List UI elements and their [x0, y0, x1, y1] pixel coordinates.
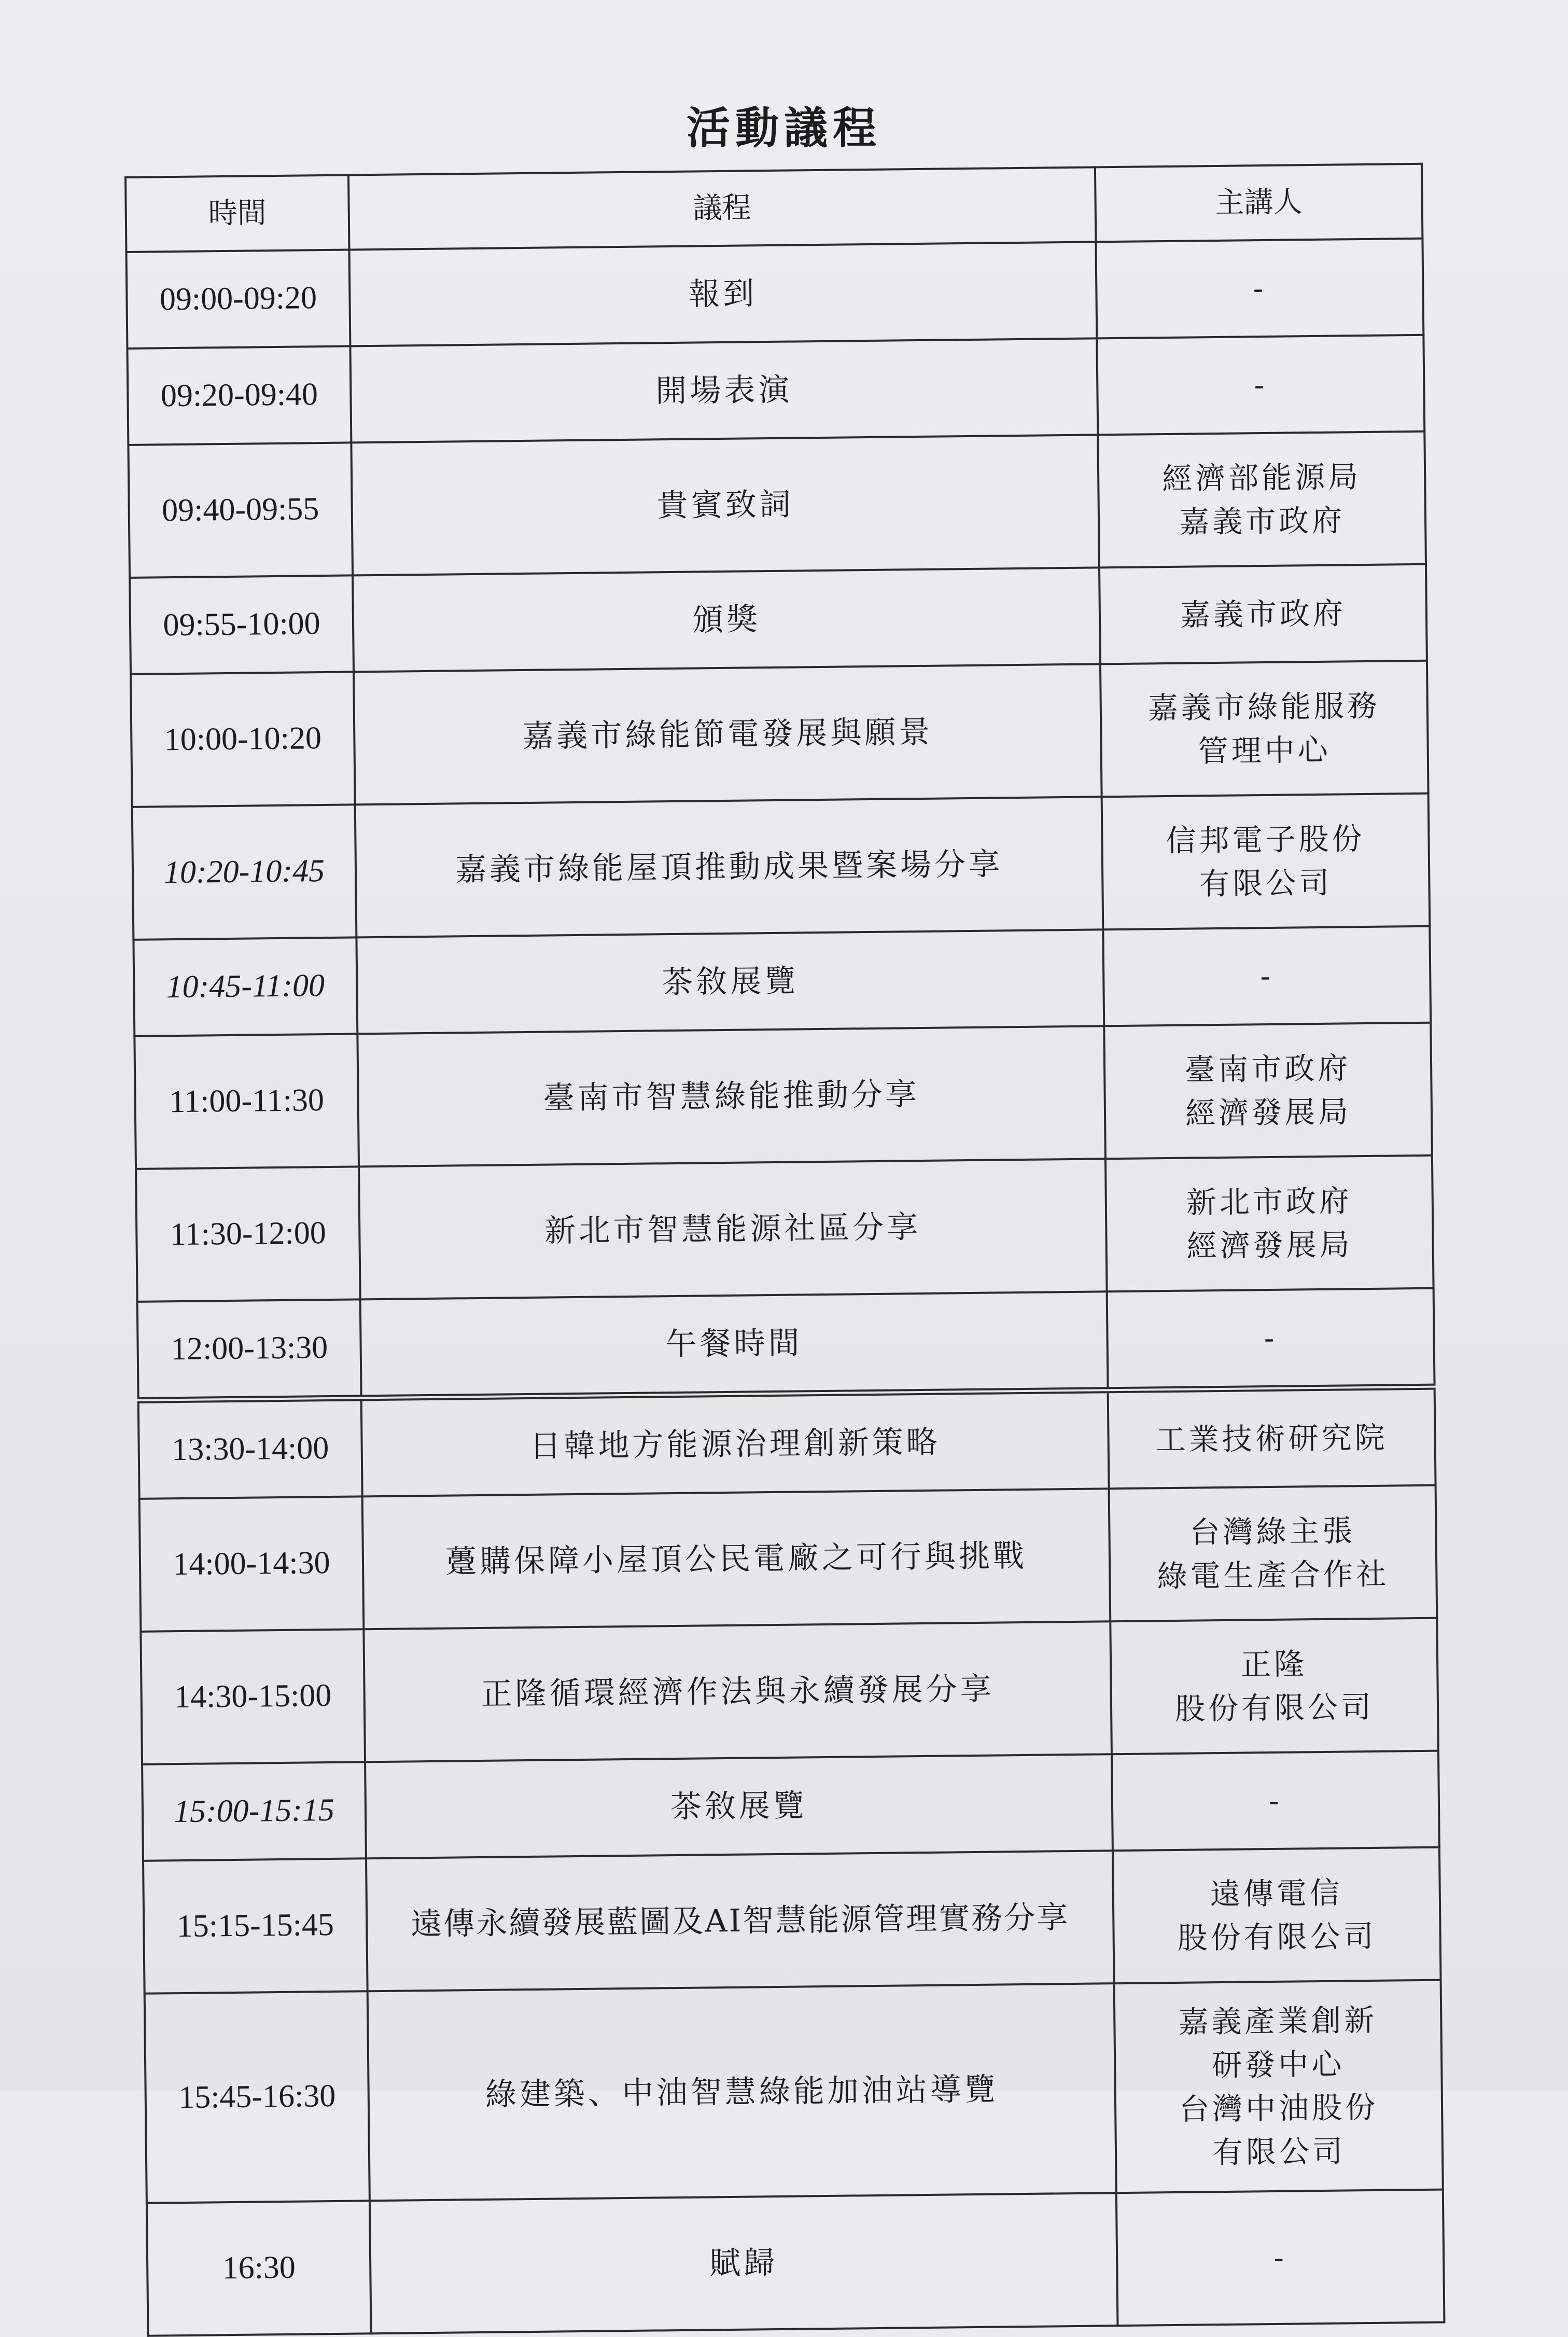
agenda-cell: 嘉義市綠能節電發展與願景	[354, 664, 1102, 804]
speaker-line: -	[1264, 1320, 1278, 1356]
speaker-line: 新北市政府	[1186, 1183, 1353, 1220]
agenda-cell: 正隆循環經濟作法與永續發展分享	[363, 1621, 1112, 1762]
speaker-line: 台灣中油股份	[1179, 2089, 1379, 2127]
speaker-line: 台灣綠主張	[1189, 1513, 1356, 1550]
table-row	[131, 661, 1429, 807]
speaker-cell	[1113, 1847, 1441, 1984]
agenda-cell: 遠傳永續發展藍圖及AI智慧能源管理實務分享	[366, 1851, 1114, 1991]
agenda-cell: 頒獎	[353, 567, 1100, 672]
table-row	[143, 1847, 1441, 1994]
table-row	[137, 1288, 1435, 1400]
speaker-cell	[1110, 1618, 1438, 1755]
agenda-cell: 茶敘展覽	[365, 1754, 1113, 1858]
speaker-cell	[1108, 1387, 1436, 1489]
speaker-cell	[1100, 661, 1429, 797]
speaker-cell	[1116, 2190, 1445, 2326]
agenda-cell: 開場表演	[350, 338, 1098, 442]
time-cell: 09:55-10:00	[130, 575, 354, 674]
speaker-line: 正隆	[1240, 1646, 1308, 1682]
speaker-line: 有限公司	[1212, 2133, 1346, 2171]
speaker-cell	[1099, 564, 1427, 664]
speaker-line: -	[1273, 2239, 1287, 2275]
speaker-line: 綠電生產合作社	[1157, 1556, 1390, 1594]
table-row	[136, 1156, 1434, 1302]
table-row	[132, 794, 1430, 940]
speaker-cell	[1097, 335, 1424, 435]
agenda-cell: 貴賓致詞	[351, 435, 1099, 575]
speaker-cell	[1096, 239, 1423, 339]
agenda-cell: 新北市智慧能源社區分享	[359, 1159, 1107, 1299]
header-time: 時間	[125, 175, 349, 252]
speaker-line: 研發中心	[1211, 2046, 1345, 2083]
speaker-cell	[1102, 794, 1430, 930]
agenda-cell: 午餐時間	[360, 1291, 1108, 1398]
speaker-line: 嘉義市政府	[1180, 595, 1347, 633]
agenda-cell: 臺南市智慧綠能推動分享	[357, 1026, 1105, 1166]
speaker-line: 經濟部能源局	[1161, 458, 1362, 496]
time-cell: 15:45-16:30	[145, 1991, 370, 2203]
agenda-cell: 賦歸	[370, 2193, 1118, 2333]
header-speaker: 主講人	[1095, 164, 1422, 242]
time-cell: 15:00-15:15	[142, 1762, 366, 1860]
time-cell: 10:45-11:00	[133, 937, 357, 1036]
time-cell: 16:30	[147, 2201, 371, 2335]
table-row	[142, 1751, 1439, 1861]
time-cell: 13:30-14:00	[138, 1398, 362, 1498]
speaker-cell	[1105, 1156, 1434, 1292]
speaker-line: 管理中心	[1198, 732, 1332, 769]
table-row	[139, 1485, 1437, 1632]
agenda-table	[124, 163, 1445, 2337]
speaker-cell	[1104, 1023, 1432, 1159]
table-row	[128, 432, 1426, 578]
speaker-line: -	[1253, 270, 1267, 307]
speaker-cell	[1107, 1288, 1435, 1390]
speaker-line: 遠傳電信	[1210, 1875, 1343, 1912]
time-cell: 14:30-15:00	[141, 1629, 365, 1764]
speaker-line: 臺南市政府	[1184, 1050, 1351, 1088]
table-row	[141, 1618, 1438, 1764]
table-row	[134, 1023, 1432, 1169]
time-cell: 14:00-14:30	[139, 1496, 364, 1631]
speaker-line: 工業技術研究院	[1155, 1420, 1388, 1458]
speaker-line: 嘉義市政府	[1179, 503, 1346, 540]
agenda-cell: 綠建築、中油智慧綠能加油站導覽	[368, 1983, 1116, 2201]
time-cell: 10:20-10:45	[132, 804, 357, 939]
speaker-line: 股份有限公司	[1174, 1689, 1375, 1727]
agenda-cell: 茶敘展覽	[356, 929, 1104, 1034]
agenda-cell: 嘉義市綠能屋頂推動成果暨案場分享	[355, 797, 1103, 937]
speaker-line: 嘉義市綠能服務	[1147, 688, 1381, 726]
speaker-line: 信邦電子股份	[1166, 820, 1365, 858]
speaker-cell	[1112, 1751, 1439, 1851]
time-cell: 15:15-15:45	[143, 1858, 368, 1993]
time-cell: 11:30-12:00	[136, 1166, 360, 1301]
speaker-cell	[1114, 1980, 1443, 2193]
table-header-row	[125, 164, 1422, 252]
speaker-line: -	[1254, 367, 1268, 403]
time-cell: 10:00-10:20	[131, 672, 355, 806]
table-row	[138, 1387, 1436, 1499]
speaker-line: 經濟發展局	[1185, 1094, 1352, 1131]
page-title: 活動議程	[686, 102, 881, 154]
speaker-line: -	[1268, 1783, 1283, 1819]
table-row	[145, 1980, 1443, 2203]
agenda-cell: 躉購保障小屋頂公民電廠之可行與挑戰	[362, 1489, 1111, 1629]
speaker-line: 有限公司	[1199, 865, 1333, 902]
speaker-line: 股份有限公司	[1177, 1918, 1377, 1956]
speaker-cell	[1098, 432, 1426, 568]
time-cell: 12:00-13:30	[137, 1299, 361, 1400]
speaker-cell	[1109, 1485, 1437, 1622]
time-cell: 09:00-09:20	[127, 249, 351, 348]
table-row	[133, 926, 1431, 1036]
table-row	[130, 564, 1427, 674]
speaker-line: -	[1260, 958, 1274, 994]
agenda-cell: 日韓地方能源治理創新策略	[361, 1390, 1109, 1496]
time-cell: 09:20-09:40	[127, 346, 351, 444]
speaker-cell	[1103, 926, 1431, 1026]
table-row	[127, 239, 1424, 349]
header-agenda: 議程	[348, 167, 1096, 249]
agenda-cell: 報到	[349, 242, 1097, 346]
time-cell: 11:00-11:30	[134, 1034, 359, 1168]
speaker-line: 經濟發展局	[1186, 1227, 1353, 1264]
table-row	[127, 335, 1424, 445]
time-cell: 09:40-09:55	[128, 442, 353, 577]
speaker-line: 嘉義產業創新	[1178, 2002, 1378, 2040]
table-row	[147, 2190, 1445, 2336]
